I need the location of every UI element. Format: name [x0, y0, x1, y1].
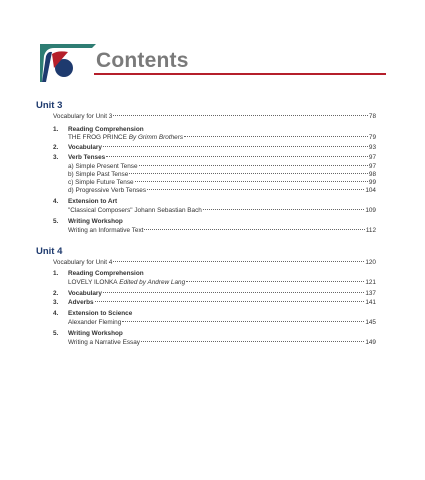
- leader-dots: [95, 301, 365, 302]
- section-number: 4.: [53, 198, 59, 205]
- section-title: Vocabulary: [68, 144, 102, 151]
- unit-4-heading: Unit 4: [36, 246, 63, 257]
- section-number: 5.: [53, 218, 59, 225]
- story-title: THE FROG PRINCE: [68, 134, 127, 141]
- page-number: 78: [368, 113, 376, 120]
- toc-entry[interactable]: [53, 113, 376, 121]
- page-number: 149: [365, 339, 376, 346]
- toc-entry[interactable]: [68, 290, 376, 298]
- page-number: 97: [368, 154, 376, 161]
- logo: [38, 42, 96, 82]
- section-number: 3.: [53, 299, 59, 306]
- entry-text: Vocabulary for Unit 4: [53, 259, 113, 266]
- toc-entry[interactable]: [68, 299, 376, 307]
- section-title: Reading Comprehension: [68, 270, 144, 277]
- page-number: 141: [365, 299, 376, 306]
- leader-dots: [103, 292, 364, 293]
- toc-entry[interactable]: [53, 259, 376, 267]
- story-title: LOVELY ILONKA: [68, 279, 118, 286]
- section-title: Verb Tenses: [68, 154, 106, 161]
- entry-text: Writing an Informative Text: [68, 227, 144, 234]
- unit-3-heading: Unit 3: [36, 100, 63, 111]
- section-title: Adverbs: [68, 299, 94, 306]
- toc-entry[interactable]: [68, 339, 376, 347]
- section-title: Extension to Art: [68, 198, 118, 205]
- page-number: 120: [365, 259, 376, 266]
- leader-dots: [203, 209, 364, 210]
- entry-text: Writing a Narrative Essay: [68, 339, 140, 346]
- leader-dots: [103, 146, 368, 147]
- toc-entry[interactable]: [68, 171, 376, 179]
- leader-dots: [113, 261, 364, 262]
- section-number: 1.: [53, 126, 59, 133]
- page-number: 121: [365, 279, 376, 286]
- leader-dots: [184, 136, 368, 137]
- page-number: 99: [368, 179, 376, 186]
- leader-dots: [147, 189, 364, 190]
- section-title: Extension to Science: [68, 310, 133, 317]
- section-number: 1.: [53, 270, 59, 277]
- toc-entry[interactable]: [68, 179, 376, 187]
- story-author: Edited by Andrew Lang: [117, 279, 186, 286]
- page-title: Contents: [96, 49, 189, 72]
- title-divider: [94, 73, 386, 75]
- entry-text: d) Progressive Verb Tenses: [68, 187, 147, 194]
- section-number: 3.: [53, 154, 59, 161]
- page-number: 79: [368, 134, 376, 141]
- toc-entry[interactable]: [68, 134, 376, 142]
- leader-dots: [186, 281, 364, 282]
- section-number: 2.: [53, 144, 59, 151]
- story-author: By Grimm Brothers: [126, 134, 184, 141]
- entry-text: "Classical Composers" Johann Sebastian Bach: [68, 207, 202, 214]
- page-number: 93: [368, 144, 376, 151]
- entry-text: a) Simple Present Tense: [68, 163, 138, 170]
- entry-text: c) Simple Future Tense: [68, 179, 134, 186]
- toc-entry[interactable]: [68, 279, 376, 287]
- page-number: 137: [365, 290, 376, 297]
- page-number: 145: [365, 319, 376, 326]
- leader-dots: [106, 156, 368, 157]
- entry-text: Alexander Fleming: [68, 319, 122, 326]
- leader-dots: [113, 115, 368, 116]
- entry-text: b) Simple Past Tense: [68, 171, 129, 178]
- leader-dots: [141, 341, 364, 342]
- page-number: 112: [365, 227, 376, 234]
- section-number: 4.: [53, 310, 59, 317]
- toc-entry[interactable]: [68, 187, 376, 195]
- toc-entry[interactable]: [68, 154, 376, 162]
- leader-dots: [135, 181, 368, 182]
- toc-entry[interactable]: [68, 144, 376, 152]
- section-title: Writing Workshop: [68, 330, 123, 337]
- leader-dots: [129, 173, 368, 174]
- section-number: 5.: [53, 330, 59, 337]
- section-title: Writing Workshop: [68, 218, 123, 225]
- page-number: 98: [368, 171, 376, 178]
- page-number: 109: [365, 207, 376, 214]
- page-number: 97: [368, 163, 376, 170]
- toc-entry[interactable]: [68, 163, 376, 171]
- toc-entry[interactable]: [68, 227, 376, 235]
- leader-dots: [144, 229, 364, 230]
- section-number: 2.: [53, 290, 59, 297]
- section-title: Reading Comprehension: [68, 126, 144, 133]
- toc-entry[interactable]: [68, 319, 376, 327]
- page-number: 104: [365, 187, 376, 194]
- entry-text: Vocabulary for Unit 3: [53, 113, 113, 120]
- toc-entry[interactable]: [68, 207, 376, 215]
- leader-dots: [139, 165, 368, 166]
- leader-dots: [122, 321, 364, 322]
- section-title: Vocabulary: [68, 290, 102, 297]
